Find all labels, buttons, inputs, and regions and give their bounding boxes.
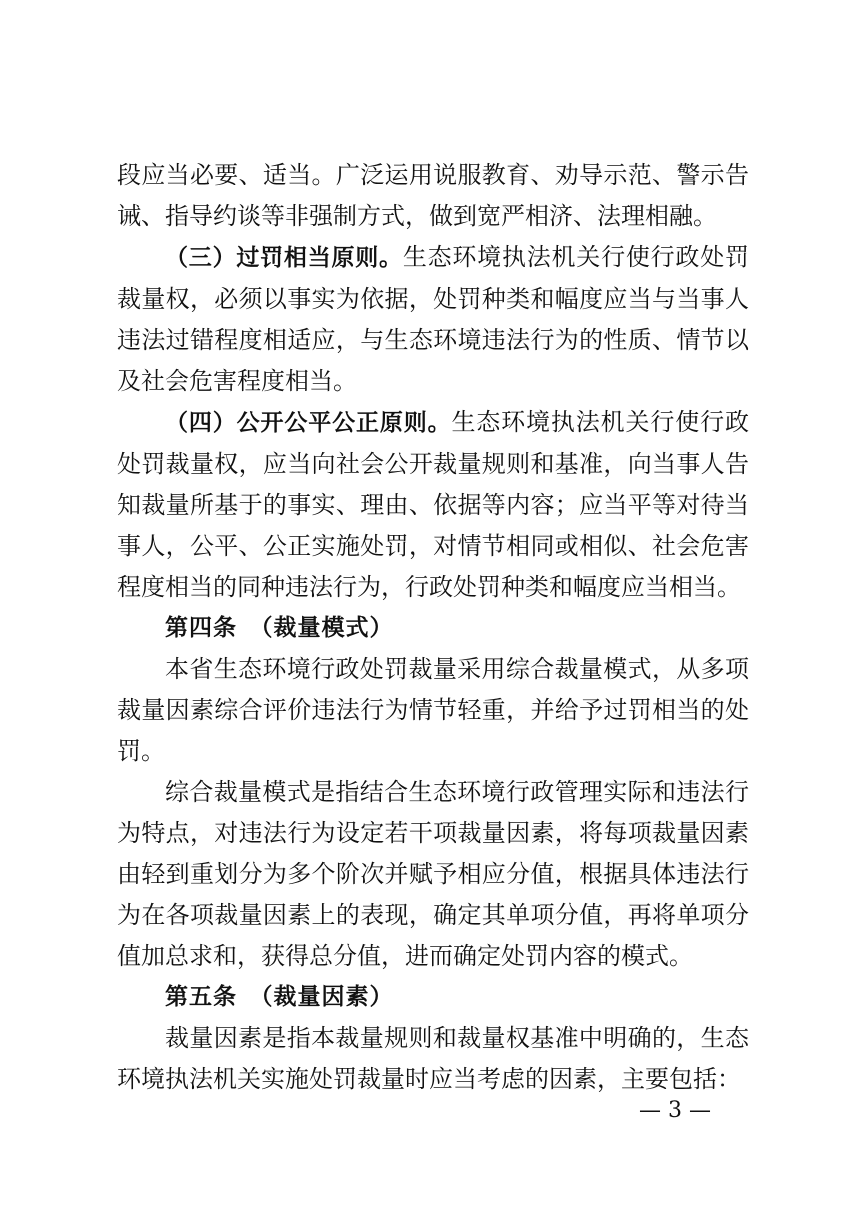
article-5-paragraph-1: 裁量因素是指本裁量规则和裁量权基准中明确的，生态环境执法机关实施处罚裁量时应当考虑的因素，主要包括：: [117, 1024, 749, 1093]
article-5-heading: 第五条 （裁量因素）: [165, 984, 394, 1010]
document-body: [117, 155, 749, 1100]
paragraph-principle-4: [117, 402, 749, 608]
paragraph-principle-3: [117, 237, 749, 402]
paragraph-continuation: 段应当必要、适当。广泛运用说服教育、劝导示范、警示告诫、指导约谈等非强制方式，做到宽严相济、法理相融。: [117, 161, 749, 230]
principle-3-lead: （三）过罚相当原则。: [165, 245, 403, 271]
principle-3-text: 生态环境执法机关行使行政处罚裁量权，必须以事实为依据，处罚种类和幅度应当与当事人违法过错程度相适应，与生态环境违法行为的性质、情节以及社会危害程度相当。: [117, 243, 750, 395]
principle-4-lead: （四）公开公平公正原则。: [165, 410, 452, 436]
article-4-paragraph-1: 本省生态环境行政处罚裁量采用综合裁量模式，从多项裁量因素综合评价违法行为情节轻重，并给予过罚相当的处罚。: [117, 655, 749, 765]
article-4-paragraph-2: 综合裁量模式是指结合生态环境行政管理实际和违法行为特点，对违法行为设定若干项裁量因素，将每项裁量因素由轻到重划分为多个阶次并赋予相应分值，根据具体违法行为在各项裁量因素上的表现，确定其单项分值，再将单项分值加总求和，获得总分值，进而确定处罚内容的模式。: [117, 778, 749, 970]
page-number: — 3 —: [639, 1098, 711, 1123]
article-4-heading: 第四条 （裁量模式）: [165, 615, 394, 641]
principle-4-text: 生态环境执法机关行使行政处罚裁量权，应当向社会公开裁量规则和基准，向当事人告知裁量所基于的事实、理由、依据等内容；应当平等对待当事人，公平、公正实施处罚，对情节相同或相似、社会危害程度相当的同种违法行为，行政处罚种类和幅度应当相当。: [117, 408, 750, 601]
